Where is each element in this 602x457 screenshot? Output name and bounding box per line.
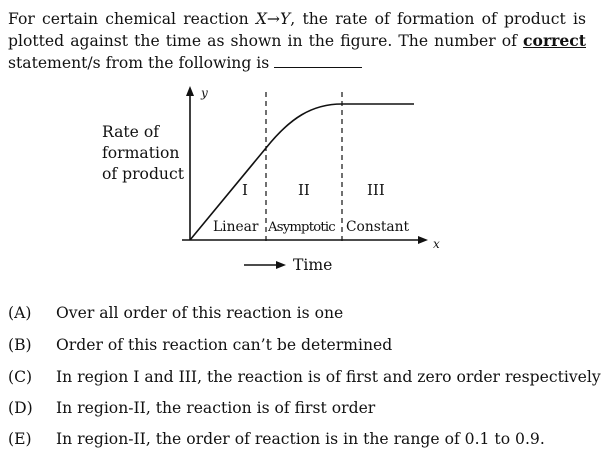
option-d-text: In region-II, the reaction is of first order [56,399,376,417]
time-arrow-head [276,261,286,269]
question-middle: , the rate of formation of product is plotted against the time as shown in the figure. The number of [8,10,586,50]
option-b-label: (B) [8,336,32,354]
x-axis-arrowhead [418,236,428,244]
region-2-name: Asymptotic [268,220,335,235]
ylabel-line-3: of product [102,165,184,183]
option-e [8,428,598,450]
x-axis-letter: x [433,237,440,251]
question-intro: For certain chemical reaction [8,10,256,28]
ylabel-line-1: Rate of [102,123,160,141]
option-b [8,334,598,356]
region-3-name: Constant [346,219,410,235]
option-e-label: (E) [8,430,32,448]
option-d-label: (D) [8,399,33,417]
option-a-text: Over all order of this reaction is one [56,304,344,322]
ylabel-line-2: formation [102,144,180,162]
correct-emphasis: correct [523,31,586,50]
y-axis-arrowhead [186,86,194,96]
xlabel-time: Time [293,256,333,274]
option-a-label: (A) [8,304,32,322]
reaction-equation: X→Y [255,10,291,28]
option-c [8,366,601,388]
option-e-text: In region-II, the order of reaction is in the range of 0.1 to 0.9. [56,430,545,448]
region-3-label: III [367,181,385,199]
region-1-label: I [242,181,248,199]
question-end: statement/s from the following is [8,54,275,72]
option-a [8,302,598,324]
option-c-text: In region I and III, the reaction is of first and zero order respectively [56,368,601,386]
region-1-name: Linear [213,219,259,235]
y-axis-letter: y [201,86,208,100]
option-b-text: Order of this reaction can’t be determined [56,336,393,354]
region-2-label: II [298,181,310,199]
option-d [8,397,598,419]
option-c-label: (C) [8,368,33,386]
